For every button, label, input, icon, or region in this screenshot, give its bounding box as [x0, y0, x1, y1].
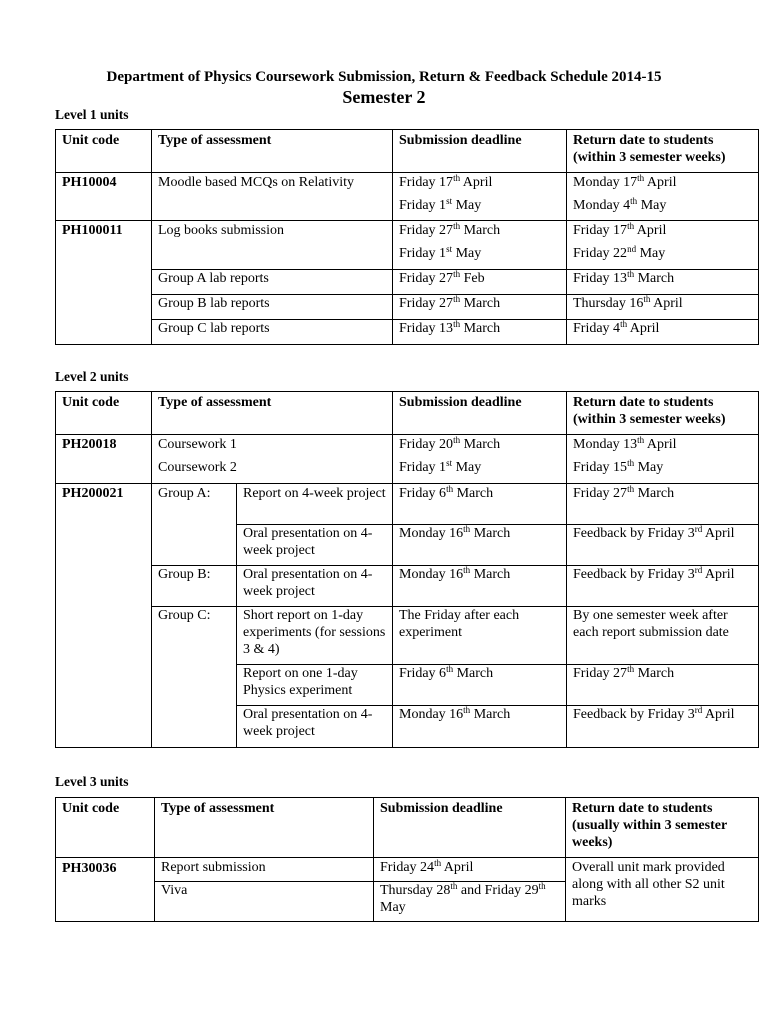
- unit-code-cell: [56, 525, 152, 566]
- return-date-cell: Friday 15th May: [567, 459, 759, 484]
- table-row: [56, 270, 759, 295]
- unit-code-cell: [56, 665, 152, 706]
- table-row: [56, 484, 759, 525]
- table-row: [56, 459, 759, 484]
- assessment-cell: Short report on 1-day experiments (for sessions 3 & 4): [237, 607, 393, 665]
- assessment-cell: Oral presentation on 4-week project: [237, 525, 393, 566]
- deadline-cell: Monday 16th March: [393, 566, 567, 607]
- table-row: [56, 295, 759, 320]
- assessment-cell: Coursework 2: [152, 459, 393, 484]
- deadline-cell: Friday 24th April: [374, 858, 566, 882]
- return-date-cell: Monday 17th April: [567, 173, 759, 197]
- deadline-cell: Monday 16th March: [393, 525, 567, 566]
- header-cell: Return date to students (within 3 semester weeks): [567, 392, 759, 435]
- unit-code-cell: PH20018: [56, 435, 152, 459]
- unit-code-cell: [56, 566, 152, 607]
- page-title: Department of Physics Coursework Submission, Return & Feedback Schedule 2014-15: [106, 69, 662, 85]
- return-date-cell: Feedback by Friday 3rd April: [567, 706, 759, 748]
- level-3-heading: Level 3 units: [55, 774, 129, 789]
- level-2-heading: Level 2 units: [55, 369, 129, 384]
- deadline-cell: Friday 6th March: [393, 484, 567, 525]
- unit-code-cell: [56, 882, 155, 922]
- assessment-cell: [152, 197, 393, 221]
- unit-code-cell: [56, 607, 152, 665]
- return-date-cell: Monday 13th April: [567, 435, 759, 459]
- table-header-row: [56, 130, 759, 173]
- return-date-cell: Overall unit mark provided along with all other S2 unit marks: [566, 858, 759, 922]
- table-row: [56, 221, 759, 245]
- unit-code-cell: PH30036: [56, 858, 155, 882]
- group-cell: [152, 665, 237, 706]
- deadline-cell: Monday 16th March: [393, 706, 567, 748]
- header-cell: Unit code: [56, 798, 155, 858]
- deadline-cell: Friday 1st May: [393, 197, 567, 221]
- header-cell: Return date to students (usually within 3 semester weeks): [566, 798, 759, 858]
- unit-code-cell: [56, 197, 152, 221]
- header-cell: Submission deadline: [393, 392, 567, 435]
- return-date-cell: Friday 4th April: [567, 320, 759, 345]
- deadline-cell: Friday 6th March: [393, 665, 567, 706]
- unit-code-cell: [56, 295, 152, 320]
- level-3-table: [55, 797, 759, 922]
- assessment-cell: Viva: [155, 882, 374, 922]
- assessment-cell: [152, 245, 393, 270]
- table-row: [56, 607, 759, 665]
- unit-code-cell: [56, 459, 152, 484]
- table-row: [56, 435, 759, 459]
- header-cell: Submission deadline: [393, 130, 567, 173]
- level-2-table: [55, 391, 759, 748]
- deadline-cell: Thursday 28th and Friday 29th May: [374, 882, 566, 922]
- deadline-cell: Friday 20th March: [393, 435, 567, 459]
- table-row: [56, 320, 759, 345]
- assessment-cell: Coursework 1: [152, 435, 393, 459]
- header-cell: Unit code: [56, 130, 152, 173]
- table-header-row: [56, 392, 759, 435]
- header-cell: Submission deadline: [374, 798, 566, 858]
- unit-code-cell: [56, 320, 152, 345]
- level-1-heading: Level 1 units: [55, 107, 129, 122]
- table-row: [56, 245, 759, 270]
- assessment-cell: Moodle based MCQs on Relativity: [152, 173, 393, 197]
- header-cell: Return date to students (within 3 semester weeks): [567, 130, 759, 173]
- page-subtitle: Semester 2: [342, 87, 426, 107]
- return-date-cell: Friday 17th April: [567, 221, 759, 245]
- deadline-cell: Friday 27th Feb: [393, 270, 567, 295]
- deadline-cell: The Friday after each experiment: [393, 607, 567, 665]
- assessment-cell: Group B lab reports: [152, 295, 393, 320]
- header-cell: Type of assessment: [152, 392, 393, 435]
- group-cell: [152, 525, 237, 566]
- assessment-cell: Group A lab reports: [152, 270, 393, 295]
- deadline-cell: Friday 1st May: [393, 459, 567, 484]
- unit-code-cell: [56, 270, 152, 295]
- table-row: [56, 173, 759, 197]
- header-cell: Type of assessment: [152, 130, 393, 173]
- header-cell: Type of assessment: [155, 798, 374, 858]
- deadline-cell: Friday 13th March: [393, 320, 567, 345]
- return-date-cell: Monday 4th May: [567, 197, 759, 221]
- deadline-cell: Friday 27th March: [393, 221, 567, 245]
- table-header-row: [56, 798, 759, 858]
- assessment-cell: Oral presentation on 4-week project: [237, 706, 393, 748]
- table-row: [56, 566, 759, 607]
- assessment-cell: Report on one 1-day Physics experiment: [237, 665, 393, 706]
- table-row: [56, 858, 759, 882]
- unit-code-cell: PH200021: [56, 484, 152, 525]
- return-date-cell: Friday 13th March: [567, 270, 759, 295]
- level-1-table: [55, 129, 759, 345]
- deadline-cell: Friday 17th April: [393, 173, 567, 197]
- return-date-cell: Friday 22nd May: [567, 245, 759, 270]
- table-row: [56, 197, 759, 221]
- assessment-cell: Oral presentation on 4-week project: [237, 566, 393, 607]
- deadline-cell: Friday 27th March: [393, 295, 567, 320]
- unit-code-cell: [56, 706, 152, 748]
- return-date-cell: Friday 27th March: [567, 484, 759, 525]
- unit-code-cell: [56, 245, 152, 270]
- deadline-cell: Friday 1st May: [393, 245, 567, 270]
- return-date-cell: By one semester week after each report submission date: [567, 607, 759, 665]
- table-row: [56, 706, 759, 748]
- assessment-cell: Log books submission: [152, 221, 393, 245]
- group-cell: Group B:: [152, 566, 237, 607]
- header-cell: Unit code: [56, 392, 152, 435]
- group-cell: Group A:: [152, 484, 237, 525]
- return-date-cell: Feedback by Friday 3rd April: [567, 566, 759, 607]
- table-row: [56, 665, 759, 706]
- table-row: [56, 525, 759, 566]
- assessment-cell: Report submission: [155, 858, 374, 882]
- return-date-cell: Thursday 16th April: [567, 295, 759, 320]
- group-cell: [152, 706, 237, 748]
- unit-code-cell: PH10004: [56, 173, 152, 197]
- assessment-cell: Group C lab reports: [152, 320, 393, 345]
- return-date-cell: Feedback by Friday 3rd April: [567, 525, 759, 566]
- group-cell: Group C:: [152, 607, 237, 665]
- assessment-cell: Report on 4-week project: [237, 484, 393, 525]
- return-date-cell: Friday 27th March: [567, 665, 759, 706]
- unit-code-cell: PH100011: [56, 221, 152, 245]
